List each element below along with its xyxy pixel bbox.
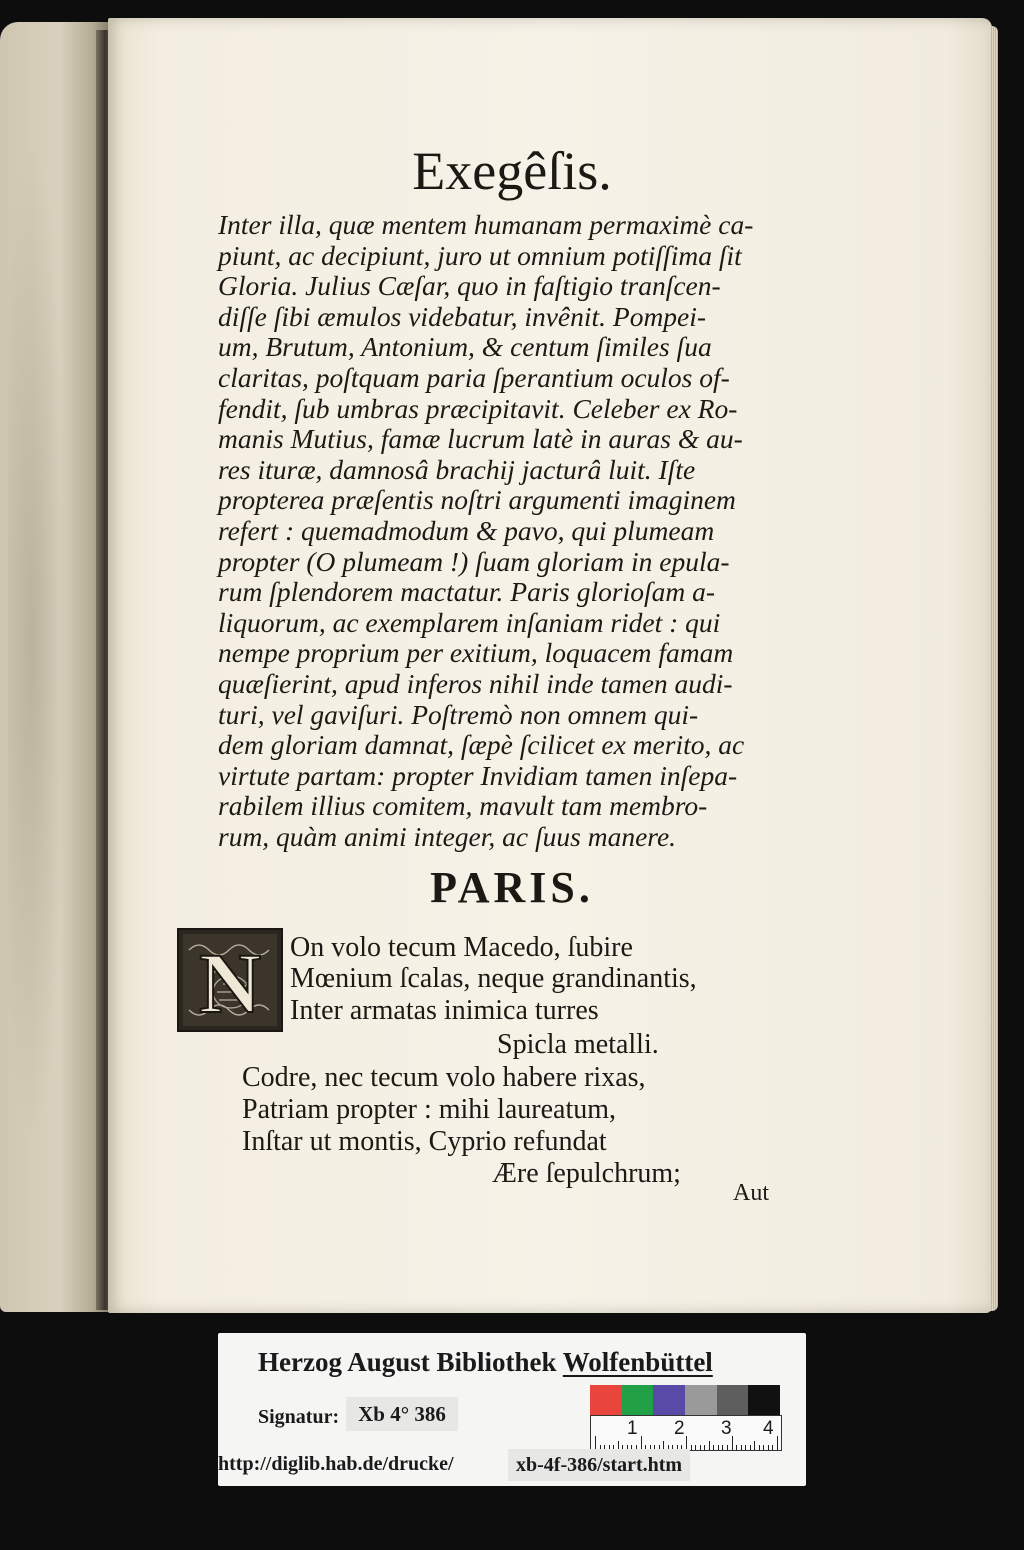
- page-title: Exegêſis.: [412, 141, 612, 201]
- text-line: Gloria. Julius Cæſar, quo in faſtigio tranſcen-: [218, 270, 721, 302]
- verse-line: Codre, nec tecum volo habere rixas,: [242, 1062, 646, 1093]
- text-line: dem gloriam damnat, ſæpè ſcilicet ex merito, ac: [218, 729, 745, 761]
- color-swatch: [622, 1385, 654, 1415]
- library-label: [218, 1333, 806, 1486]
- url-suffix: xb-4f-386/start.htm: [508, 1449, 690, 1481]
- color-swatch: [748, 1385, 780, 1415]
- ruler-tick: [686, 1436, 687, 1450]
- ruler-tick: [691, 1445, 692, 1450]
- text-line: propterea præſentis noſtri argumenti imaginem: [218, 484, 736, 516]
- scale-ruler: [590, 1415, 782, 1451]
- color-swatch: [653, 1385, 685, 1415]
- ruler-tick: [722, 1445, 723, 1450]
- ruler-tick: [754, 1441, 755, 1450]
- verse-line: On volo tecum Macedo, ſubire: [290, 932, 633, 963]
- decorated-initial: [177, 928, 283, 1032]
- ruler-tick: [741, 1445, 742, 1450]
- initial-letter: N: [198, 935, 262, 1030]
- poem-title: PARIS.: [430, 863, 594, 912]
- text-line: liquorum, ac exemplarem inſaniam ridet : qui: [218, 606, 721, 638]
- ruler-tick: [709, 1441, 710, 1450]
- catchword: Aut: [733, 1180, 769, 1206]
- text-line: virtute partam: propter Invidiam tamen inſepa-: [218, 759, 738, 791]
- text-line: Inter illa, quæ mentem humanam permaximè ca-: [218, 209, 754, 240]
- text-line: fendit, ſub umbras præcipitavit. Celeber ex Ro-: [218, 392, 738, 424]
- verse-line: Mœnium ſcalas, neque grandinantis,: [290, 963, 697, 994]
- ruler-tick: [745, 1445, 746, 1450]
- library-title: Herzog August Bibliothek: [258, 1347, 557, 1377]
- text-line: diſſe ſibi æmulos videbatur, invênit. Pompei-: [218, 300, 707, 332]
- text-line: res ituræ, damnosâ brachij jacturâ luit. Iſte: [218, 453, 696, 485]
- ruler-tick: [718, 1445, 719, 1450]
- ruler-tick: [736, 1445, 737, 1450]
- text-line: turi, vel gaviſuri. Poſtremò non omnem qui-: [218, 698, 699, 730]
- text-line: manis Mutius, famæ lucrum latè in auras & au-: [218, 423, 743, 455]
- verse-line: Ære ſepulchrum;: [492, 1158, 681, 1189]
- color-swatch: [717, 1385, 749, 1415]
- text-line: nempe proprium per exitium, loquacem famam: [218, 637, 734, 669]
- ruler-number: 1: [627, 1418, 638, 1439]
- ruler-tick: [763, 1445, 764, 1450]
- color-swatch: [685, 1385, 717, 1415]
- ruler-tick: [768, 1445, 769, 1450]
- exegesis-paragraph: [218, 210, 798, 852]
- ruler-number: 4: [763, 1418, 774, 1439]
- ruler-tick: [732, 1436, 733, 1450]
- text-line: quæſierint, apud inferos nihil inde tamen audi-: [218, 667, 733, 699]
- verse-line: Spicla metalli.: [497, 1029, 659, 1060]
- ruler-tick: [695, 1445, 696, 1450]
- ornament-icon: [179, 930, 281, 1030]
- library-city: Wolfenbüttel: [562, 1347, 713, 1377]
- ruler-number: 2: [674, 1418, 685, 1439]
- ruler-tick: [704, 1445, 705, 1450]
- signatur-value: Xb 4° 386: [346, 1397, 458, 1431]
- ruler-tick: [700, 1445, 701, 1450]
- color-swatch: [590, 1385, 622, 1415]
- url-prefix: http://diglib.hab.de/drucke/: [218, 1453, 454, 1475]
- ruler-number: 3: [721, 1418, 732, 1439]
- color-calibration-strip: [590, 1385, 780, 1415]
- text-line: claritas, poſtquam paria ſperantium oculos of-: [218, 361, 730, 393]
- ruler-tick: [759, 1445, 760, 1450]
- text-line: piunt, ac decipiunt, juro ut omnium potiſſima ſit: [218, 239, 742, 271]
- text-line: rabilem illius comitem, mavult tam membro-: [218, 790, 708, 822]
- ruler-tick: [595, 1436, 596, 1450]
- library-name: [258, 1347, 713, 1378]
- ruler-tick: [713, 1445, 714, 1450]
- ruler-tick: [777, 1436, 778, 1450]
- text-line: rum, quàm animi integer, ac ſuus manere.: [218, 820, 677, 852]
- text-line: um, Brutum, Antonium, & centum ſimiles ſua: [218, 331, 712, 363]
- text-line: refert : quemadmodum & pavo, qui plumeam: [218, 514, 715, 546]
- verse-line: Inſtar ut montis, Cyprio refundat: [242, 1126, 607, 1157]
- ruler-tick: [772, 1445, 773, 1450]
- text-line: propter (O plumeam !) ſuam gloriam in epula-: [218, 545, 730, 577]
- ruler-tick: [750, 1445, 751, 1450]
- verse-line: Inter armatas inimica turres: [290, 995, 599, 1026]
- ruler-tick: [727, 1445, 728, 1450]
- signatur-label: Signatur:: [258, 1406, 340, 1428]
- text-line: rum ſplendorem mactatur. Paris glorioſam a-: [218, 576, 716, 608]
- verse-line: Patriam propter : mihi laureatum,: [242, 1094, 617, 1125]
- ruler-tick: [641, 1436, 642, 1450]
